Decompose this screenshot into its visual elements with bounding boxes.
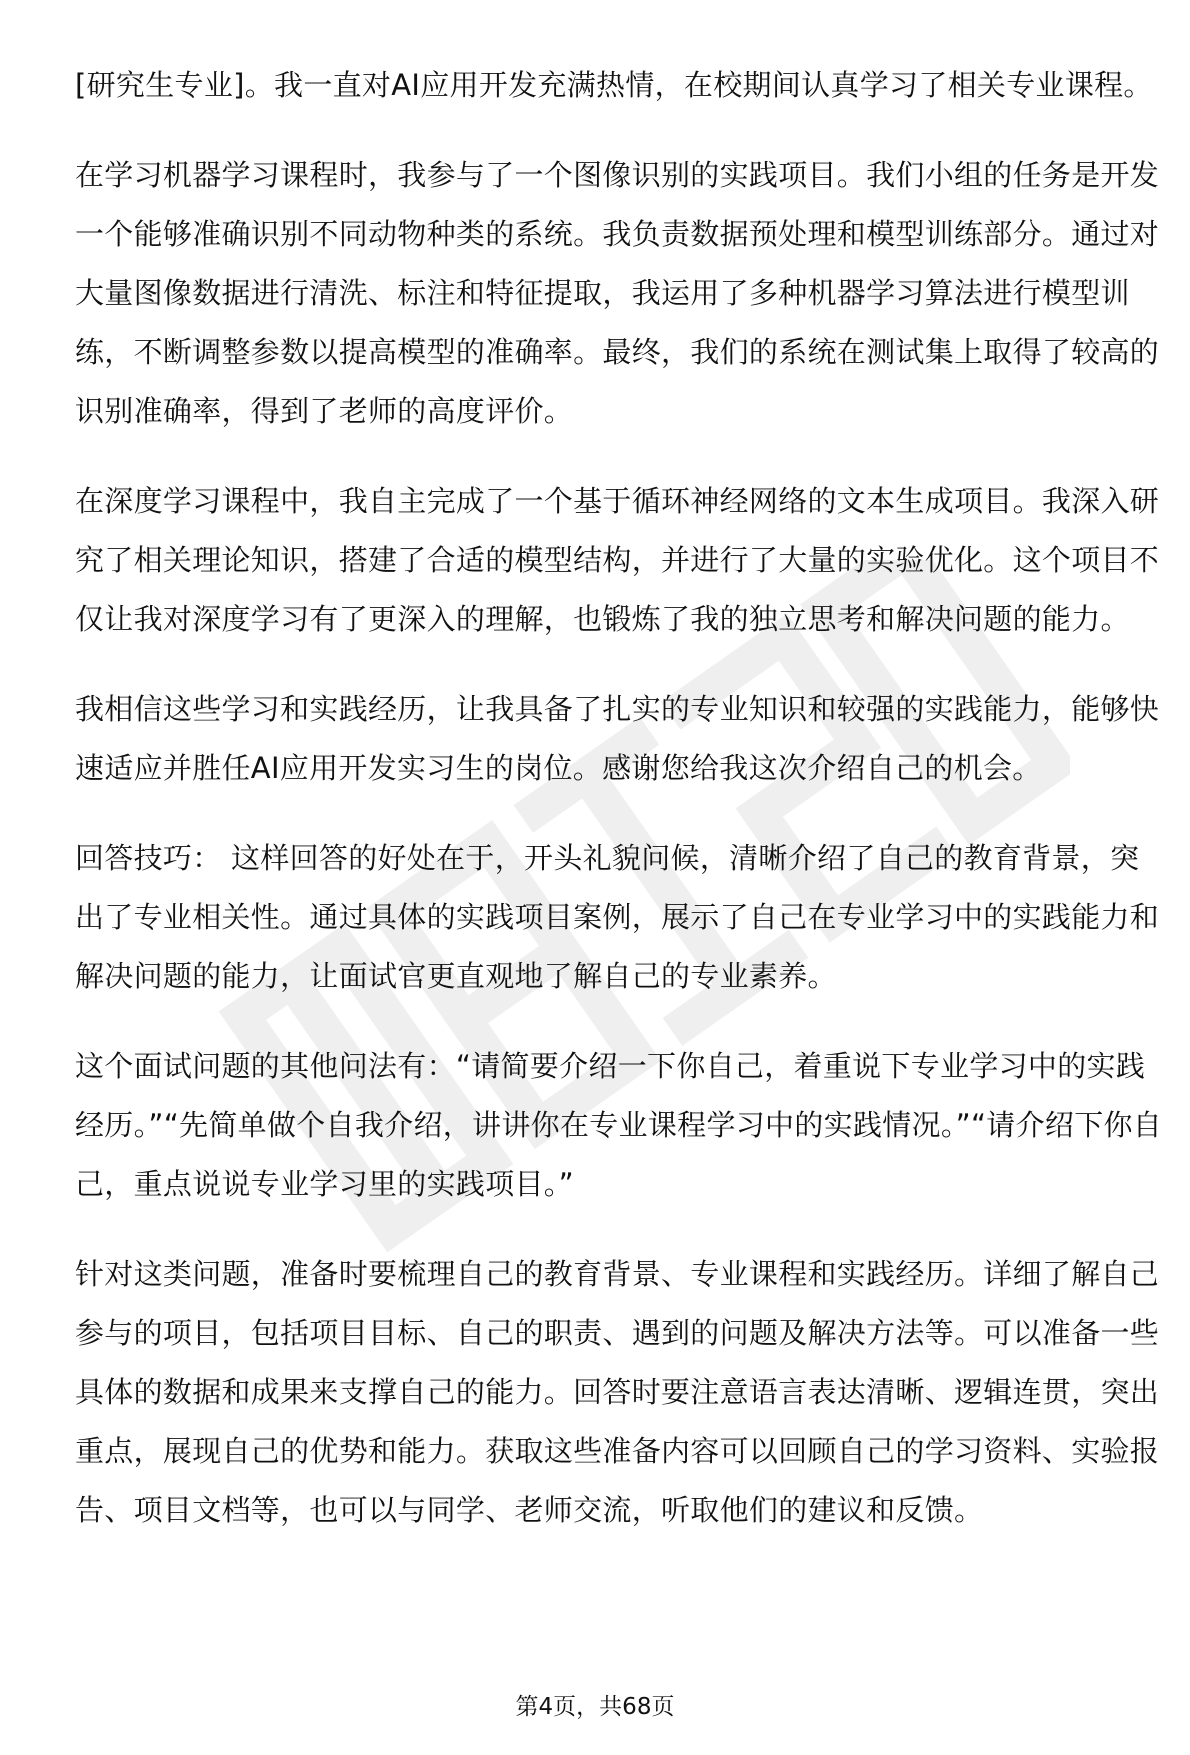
body-text — [75, 56, 1165, 1571]
paragraph: 在深度学习课程中，我自主完成了一个基于循环神经网络的文本生成项目。我深入研究了相关理论知识，搭建了合适的模型结构，并进行了大量的实验优化。这个项目不仅让我对深度学习有了更深入的理解，也锻炼了我的独立思考和解决问题的能力。 — [75, 484, 1160, 636]
paragraph: [研究生专业]。我一直对AI应用开发充满热情，在校期间认真学习了相关专业课程。 — [75, 68, 1153, 102]
paragraph: 这个面试问题的其他问法有：“请简要介绍一下你自己，着重说下专业学习中的实践经历。”“先简单做个自我介绍，讲讲你在专业课程学习中的实践情况。”“请介绍下你自己，重点说说专业学习里的实践项目。” — [75, 1049, 1163, 1201]
paragraph: 回答技巧： 这样回答的好处在于，开头礼貌问候，清晰介绍了自己的教育背景，突出了专业相关性。通过具体的实践项目案例，展示了自己在专业学习中的实践能力和解决问题的能力，让面试官更直观地了解自己的专业素养。 — [75, 841, 1160, 993]
paragraph: 我相信这些学习和实践经历，让我具备了扎实的专业知识和较强的实践能力，能够快速适应并胜任AI应用开发实习生的岗位。感谢您给我这次介绍自己的机会。 — [75, 692, 1160, 785]
paragraph: 在学习机器学习课程时，我参与了一个图像识别的实践项目。我们小组的任务是开发一个能够准确识别不同动物种类的系统。我负责数据预处理和模型训练部分。通过对大量图像数据进行清洗、标注和特征提取，我运用了多种机器学习算法进行模型训练，不断调整参数以提高模型的准确率。最终，我们的系统在测试集上取得了较高的识别准确率，得到了老师的高度评价。 — [75, 158, 1160, 428]
paragraph: 针对这类问题，准备时要梳理自己的教育背景、专业课程和实践经历。详细了解自己参与的项目，包括项目目标、自己的职责、遇到的问题及解决方法等。可以准备一些具体的数据和成果来支撑自己的能力。回答时要注意语言表达清晰、逻辑连贯，突出重点，展现自己的优势和能力。获取这些准备内容可以回顾自己的学习资料、实验报告、项目文档等，也可以与同学、老师交流，听取他们的建议和反馈。 — [75, 1257, 1160, 1527]
page-number: 第4页，共68页 — [515, 1694, 675, 1720]
